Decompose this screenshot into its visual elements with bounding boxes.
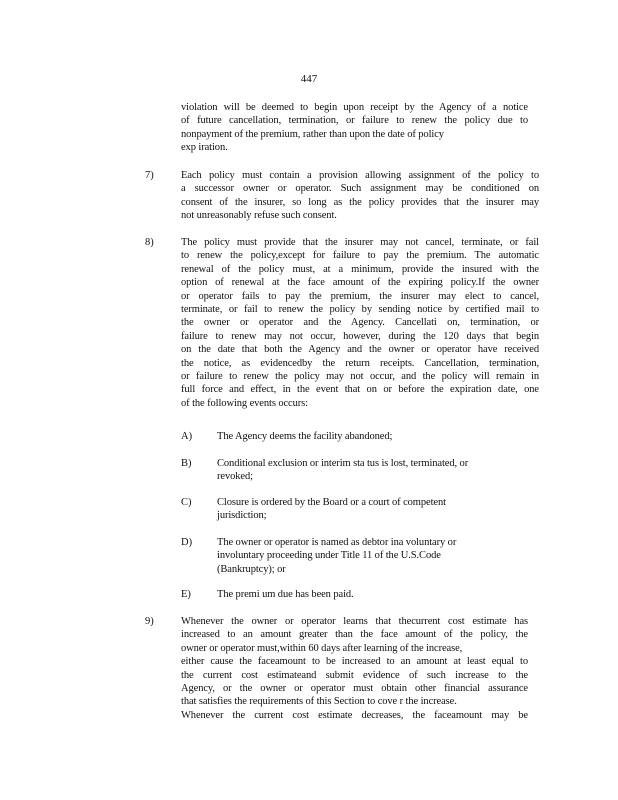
text-line: Whenever the current cost estimate decreases, the faceamount may be bbox=[181, 709, 528, 721]
continuation-paragraph bbox=[181, 101, 528, 155]
subitem-d bbox=[217, 536, 517, 576]
text-line: or failure to renew the policy may not occur, and the policy will remain in bbox=[181, 371, 539, 383]
text-line: jurisdiction; bbox=[217, 510, 267, 522]
text-line: on the date that both the Agency and the owner or operator have received bbox=[181, 344, 539, 356]
text-line: The policy must provide that the insurer may not cancel, terminate, or fail bbox=[181, 237, 539, 248]
text-line: terminate, or fail to renew the policy by sending notice by certified mail to bbox=[181, 304, 539, 316]
text-line: the current cost estimateand submit evidence of such increase to the bbox=[181, 669, 528, 681]
text-line: involuntary proceeding under Title 11 of the U.S.Code bbox=[217, 550, 441, 562]
text-line: Conditional exclusion or interim sta tus is lost, terminated, or bbox=[217, 458, 469, 469]
subitem-a bbox=[217, 430, 517, 443]
list-marker: 9) bbox=[145, 616, 154, 627]
text-line: Whenever the owner or operator learns that thecurrent cost estimate has bbox=[181, 616, 528, 627]
subitem-e bbox=[217, 588, 517, 601]
text-line: The Agency deems the facility abandoned; bbox=[217, 431, 393, 442]
text-line: failure to renew may not occur, however, during the 120 days that begin bbox=[181, 330, 539, 342]
text-line: nonpayment of the premium, rather than upon the date of policy bbox=[181, 128, 444, 140]
text-line: Each policy must contain a provision allowing assignment of the policy to bbox=[181, 170, 539, 181]
text-line: a successor owner or operator. Such assignment may be conditioned on bbox=[181, 183, 539, 195]
text-line: exp iration. bbox=[181, 142, 228, 154]
sublist-marker: E) bbox=[181, 589, 191, 600]
text-line: owner or operator must,within 60 days after learning of the increase, bbox=[181, 642, 463, 654]
list-marker: 8) bbox=[145, 237, 154, 248]
text-line: option of renewal at the face amount of the expiring policy.If the owner bbox=[181, 277, 539, 289]
sublist-marker: B) bbox=[181, 458, 192, 469]
text-line: of future cancellation, termination, or failure to renew the policy due to bbox=[181, 115, 528, 127]
subitem-b bbox=[217, 457, 517, 484]
text-line: Closure is ordered by the Board or a court of competent bbox=[217, 497, 446, 508]
subitem-c bbox=[217, 496, 517, 523]
text-line: full force and effect, in the event that on or before the expiration date, one bbox=[181, 384, 539, 396]
page-number: 447 bbox=[300, 73, 318, 85]
text-line: The owner or operator is named as debtor ina voluntary or bbox=[217, 537, 457, 548]
text-line: increased to an amount greater than the face amount of the policy, the bbox=[181, 629, 528, 641]
sublist-marker: C) bbox=[181, 497, 192, 508]
text-line: The premi um due has been paid. bbox=[217, 589, 354, 600]
sublist-marker: A) bbox=[181, 431, 193, 442]
text-line: to renew the policy,except for failure to pay the premium. The automatic bbox=[181, 250, 539, 262]
text-line: that satisfies the requirements of this Section to cove r the increase. bbox=[181, 696, 457, 708]
item-7-paragraph bbox=[181, 169, 539, 223]
text-line: of the following events occurs: bbox=[181, 397, 308, 409]
text-line: Agency, or the owner or operator must obtain other financial assurance bbox=[181, 683, 528, 695]
list-marker: 7) bbox=[145, 170, 154, 181]
text-line: (Bankruptcy); or bbox=[217, 563, 286, 575]
sublist-marker: D) bbox=[181, 537, 193, 548]
item-8-paragraph bbox=[181, 236, 539, 410]
text-line: consent of the insurer, so long as the policy provides that the insurer may bbox=[181, 196, 539, 208]
text-line: or operator fails to pay the premium, the insurer may elect to cancel, bbox=[181, 290, 539, 302]
text-line: not unreasonably refuse such consent. bbox=[181, 210, 337, 222]
text-line: the owner or operator and the Agency. Cancellati on, termination, or bbox=[181, 317, 539, 329]
text-line: violation will be deemed to begin upon receipt by the Agency of a notice bbox=[181, 102, 528, 113]
text-line: either cause the faceamount to be increased to an amount at least equal to bbox=[181, 656, 528, 668]
text-line: renewal of the policy must, at a minimum, provide the insured with the bbox=[181, 263, 539, 275]
item-9-paragraph bbox=[181, 615, 528, 722]
text-line: revoked; bbox=[217, 471, 253, 483]
text-line: the notice, as evidencedby the return receipts. Cancellation, termination, bbox=[181, 357, 539, 369]
